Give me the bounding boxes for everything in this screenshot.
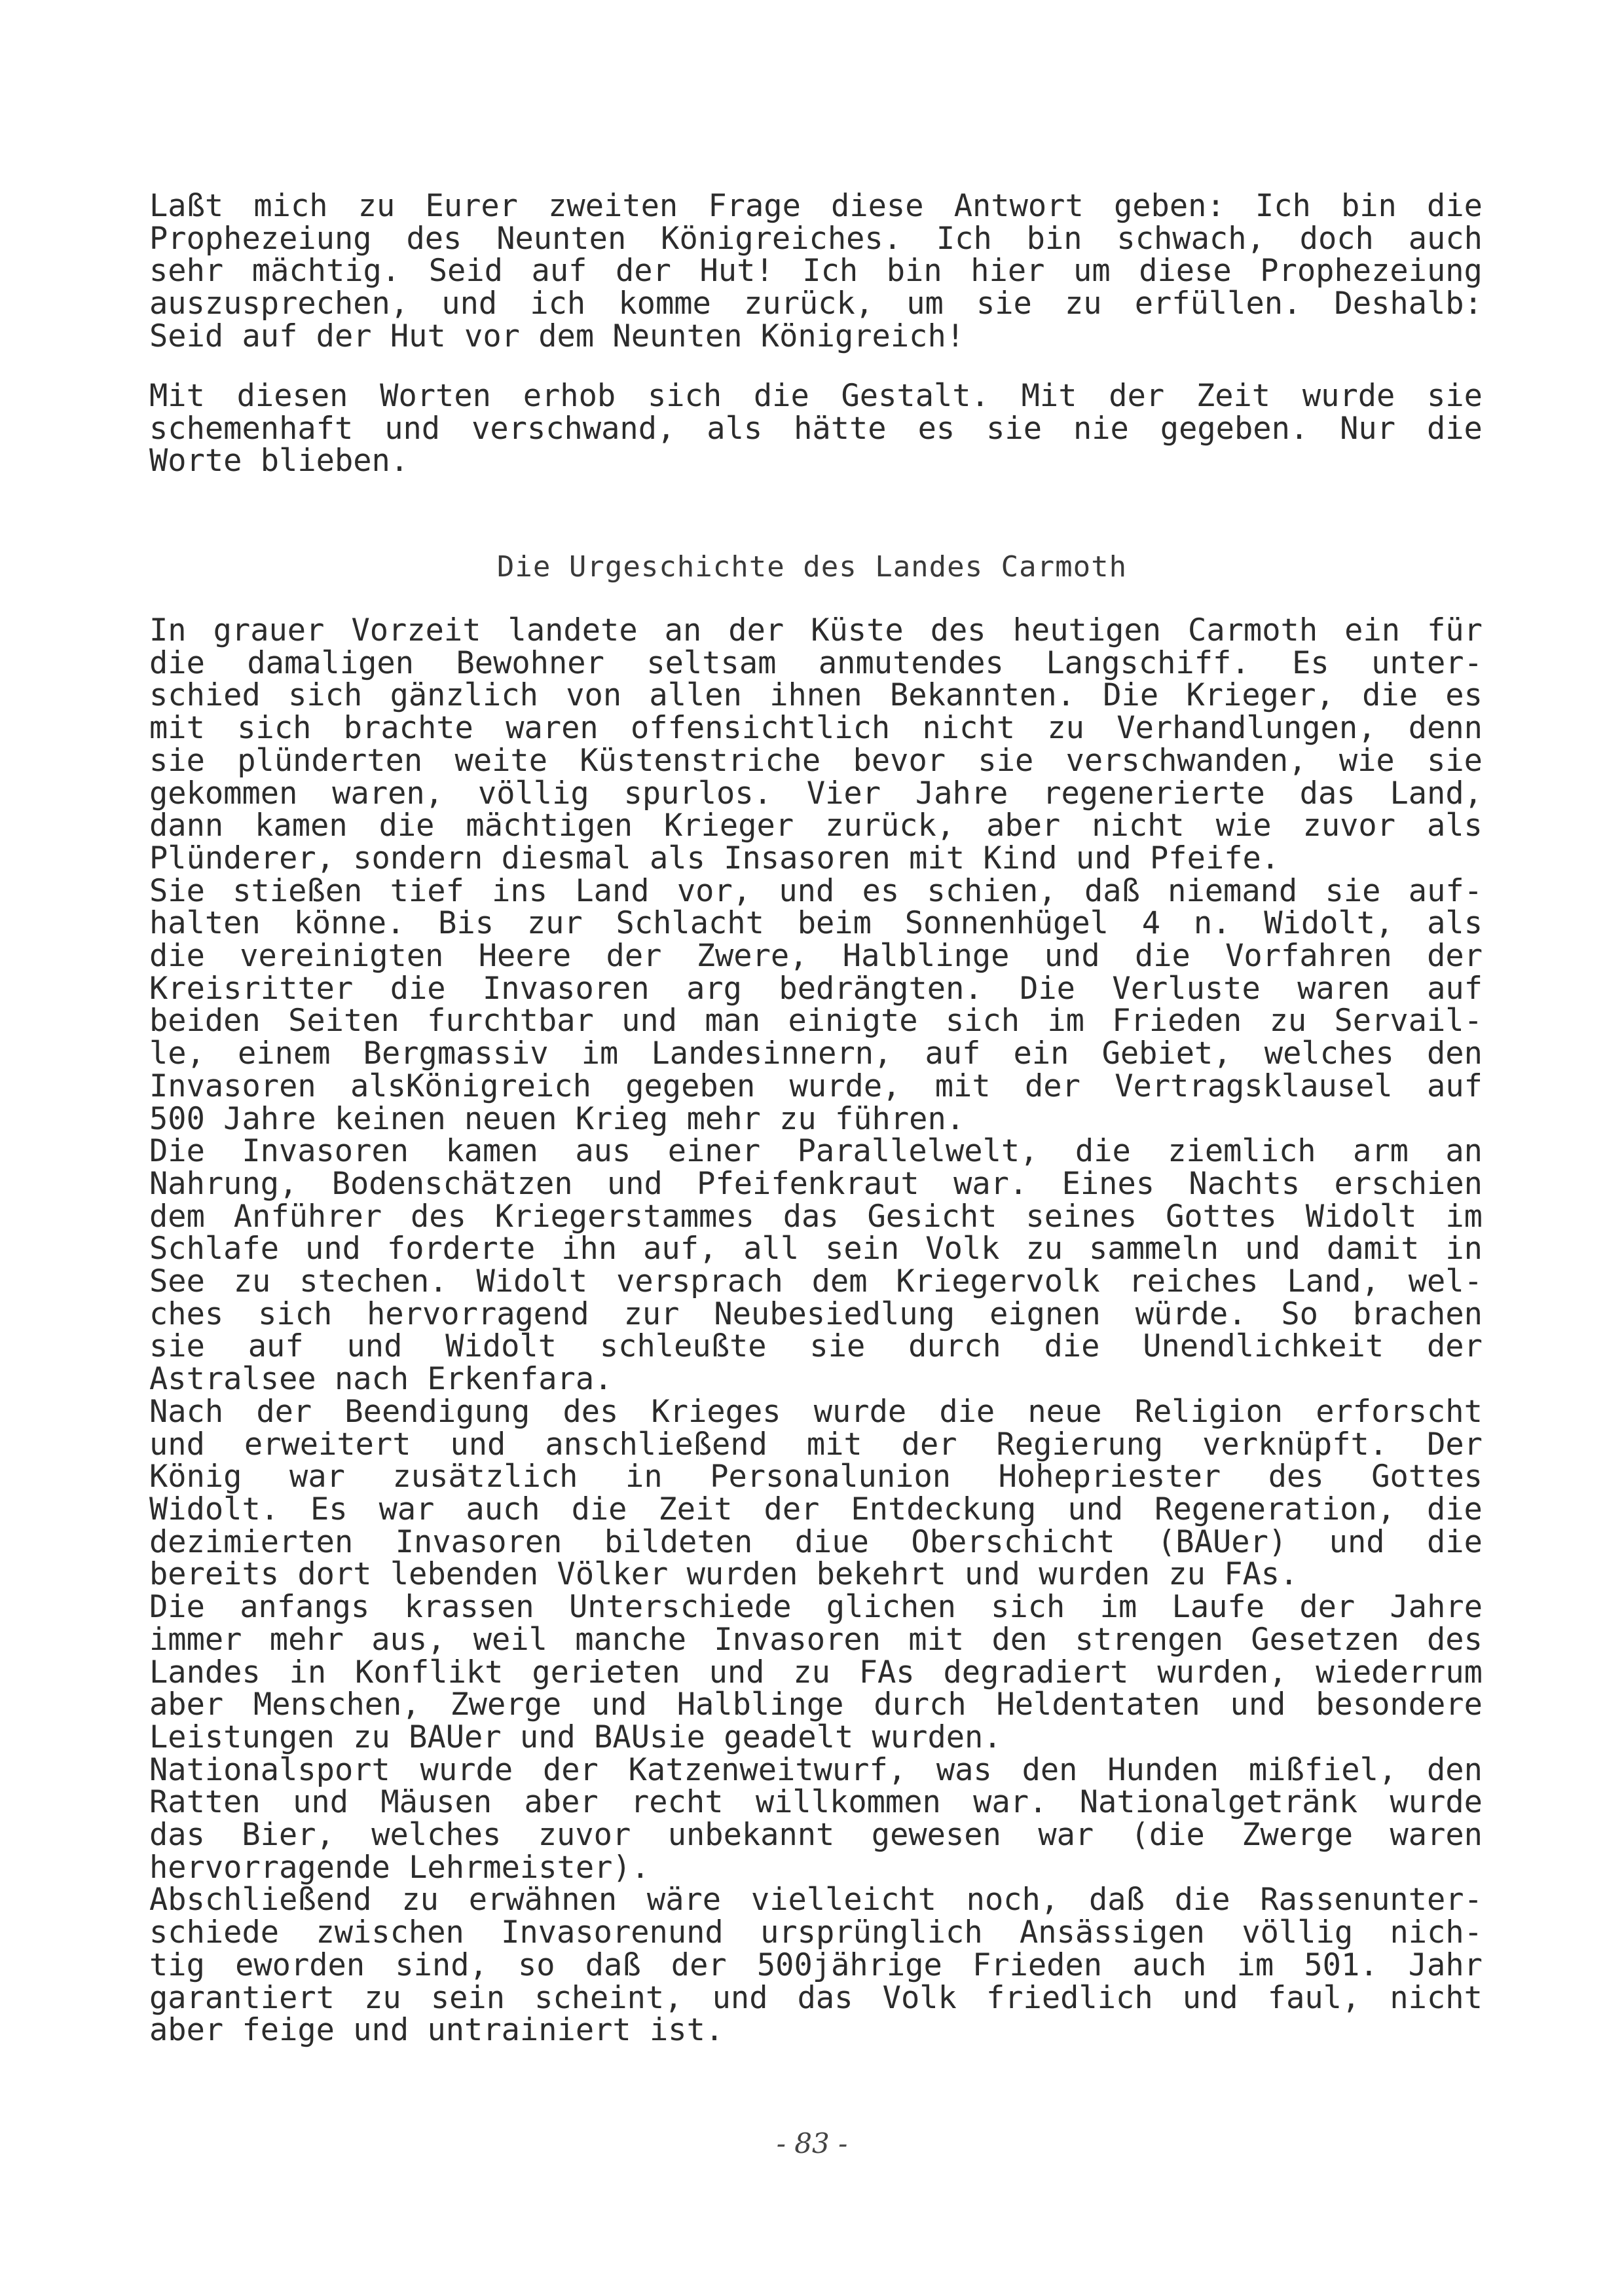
text-line: Prophezeiung des Neunten Königreiches. Ich bin schwach, doch auch bbox=[149, 220, 1483, 257]
text-line: Widolt. Es war auch die Zeit der Entdeckung und Regeneration, die bbox=[149, 1491, 1483, 1527]
text-line: Schlafe und forderte ihn auf, all sein Volk zu sammeln und damit in bbox=[149, 1231, 1483, 1267]
text-line: Die anfangs krassen Unterschiede glichen sich im Laufe der Jahre bbox=[149, 1589, 1483, 1626]
text-line: Laßt mich zu Eurer zweiten Frage diese Antwort geben: Ich bin die bbox=[149, 188, 1483, 224]
section-heading: Die Urgeschichte des Landes Carmoth bbox=[496, 550, 1128, 584]
text-line: sehr mächtig. Seid auf der Hut! Ich bin hier um diese Prophezeiung bbox=[149, 253, 1483, 289]
text-line: das Bier, welches zuvor unbekannt gewesen war (die Zwerge waren bbox=[149, 1817, 1483, 1854]
text-line: Die Invasoren kamen aus einer Parallelwelt, die ziemlich arm an bbox=[149, 1133, 1483, 1170]
text-line: und erweitert und anschließend mit der Regierung verknüpft. Der bbox=[149, 1426, 1483, 1463]
text-line: Nach der Beendigung des Krieges wurde die neue Religion erforscht bbox=[149, 1393, 1483, 1430]
text-line: Leistungen zu BAUer und BAUsie geadelt wurden. bbox=[149, 1719, 1002, 1755]
text-line: Abschließend zu erwähnen wäre vielleicht noch, daß die Rassenunter- bbox=[149, 1882, 1483, 1918]
text-line: aber Menschen, Zwerge und Halblinge durch Heldentaten und besondere bbox=[149, 1687, 1483, 1723]
text-line: hervorragende Lehrmeister). bbox=[149, 1849, 650, 1886]
paragraph-intro bbox=[149, 190, 1483, 353]
text-line: Seid auf der Hut vor dem Neunten Königreich! bbox=[149, 318, 965, 354]
text-line: sie auf und Widolt schleußte sie durch die Unendlichkeit der bbox=[149, 1328, 1483, 1365]
text-line: Ratten und Mäusen aber recht willkommen war. Nationalgetränk wurde bbox=[149, 1784, 1483, 1821]
text-line: halten könne. Bis zur Schlacht beim Sonnenhügel 4 n. Widolt, als bbox=[149, 905, 1483, 942]
text-line: beiden Seiten furchtbar und man einigte sich im Frieden zu Servail- bbox=[149, 1003, 1483, 1039]
text-line: Nationalsport wurde der Katzenweitwurf, was den Hunden mißfiel, den bbox=[149, 1751, 1483, 1788]
text-line: Worte blieben. bbox=[149, 443, 409, 479]
text-line: schiede zwischen Invasorenund ursprünglich Ansässigen völlig nich- bbox=[149, 1914, 1483, 1951]
text-line: gekommen waren, völlig spurlos. Vier Jahre regenerierte das Land, bbox=[149, 775, 1483, 812]
page-number: - 83 - bbox=[776, 2127, 848, 2159]
text-line: mit sich brachte waren offensichtlich nicht zu Verhandlungen, denn bbox=[149, 710, 1483, 747]
text-line: schemenhaft und verschwand, als hätte es sie nie gegeben. Nur die bbox=[149, 410, 1483, 447]
text-line: garantiert zu sein scheint, und das Volk friedlich und faul, nicht bbox=[149, 1979, 1483, 2016]
text-line: Kreisritter die Invasoren arg bedrängten. Die Verluste waren auf bbox=[149, 970, 1483, 1007]
text-line: tig eworden sind, so daß der 500jährige Frieden auch im 501. Jahr bbox=[149, 1947, 1483, 1983]
text-line: die damaligen Bewohner seltsam anmutendes Langschiff. Es unter- bbox=[149, 644, 1483, 681]
text-line: dezimierten Invasoren bildeten diue Oberschicht (BAUer) und die bbox=[149, 1523, 1483, 1560]
text-line: Landes in Konflikt gerieten und zu FAs degradiert wurden, wiederrum bbox=[149, 1654, 1483, 1690]
text-line: aber feige und untrainiert ist. bbox=[149, 2012, 724, 2049]
text-line: bereits dort lebenden Völker wurden bekehrt und wurden zu FAs. bbox=[149, 1556, 1299, 1593]
text-line: Sie stießen tief ins Land vor, und es schien, daß niemand sie auf- bbox=[149, 872, 1483, 909]
text-line: immer mehr aus, weil manche Invasoren mit den strengen Gesetzen des bbox=[149, 1621, 1483, 1658]
text-line: Nahrung, Bodenschätzen und Pfeifenkraut war. Eines Nachts erschien bbox=[149, 1165, 1483, 1202]
text-line: auszusprechen, und ich komme zurück, um sie zu erfüllen. Deshalb: bbox=[149, 286, 1483, 322]
text-line: die vereinigten Heere der Zwere, Halblinge und die Vorfahren der bbox=[149, 938, 1483, 975]
text-line: Astralsee nach Erkenfara. bbox=[149, 1361, 613, 1398]
text-line: Plünderer, sondern diesmal als Insasoren mit Kind und Pfeife. bbox=[149, 840, 1280, 876]
text-line: dann kamen die mächtigen Krieger zurück, aber nicht wie zuvor als bbox=[149, 808, 1483, 844]
text-line: dem Anführer des Kriegerstammes das Gesicht seines Gottes Widolt im bbox=[149, 1198, 1483, 1235]
text-line: le, einem Bergmassiv im Landesinnern, auf ein Gebiet, welches den bbox=[149, 1036, 1483, 1072]
text-line: schied sich gänzlich von allen ihnen Bekannten. Die Krieger, die es bbox=[149, 677, 1483, 714]
text-line: See zu stechen. Widolt versprach dem Kriegervolk reiches Land, wel- bbox=[149, 1263, 1483, 1300]
text-line: 500 Jahre keinen neuen Krieg mehr zu führen. bbox=[149, 1100, 965, 1137]
text-line: ches sich hervorragend zur Neubesiedlung eignen würde. So brachen bbox=[149, 1296, 1483, 1332]
text-line: In grauer Vorzeit landete an der Küste des heutigen Carmoth ein für bbox=[149, 612, 1483, 648]
section-body bbox=[149, 614, 1483, 2047]
paragraph-after bbox=[149, 380, 1483, 477]
text-line: Mit diesen Worten erhob sich die Gestalt. Mit der Zeit wurde sie bbox=[149, 378, 1483, 414]
text-line: König war zusätzlich in Personalunion Hohepriester des Gottes bbox=[149, 1459, 1483, 1495]
text-line: Invasoren alsKönigreich gegeben wurde, mit der Vertragsklausel auf bbox=[149, 1068, 1483, 1104]
text-line: sie plünderten weite Küstenstriche bevor sie verschwanden, wie sie bbox=[149, 742, 1483, 779]
